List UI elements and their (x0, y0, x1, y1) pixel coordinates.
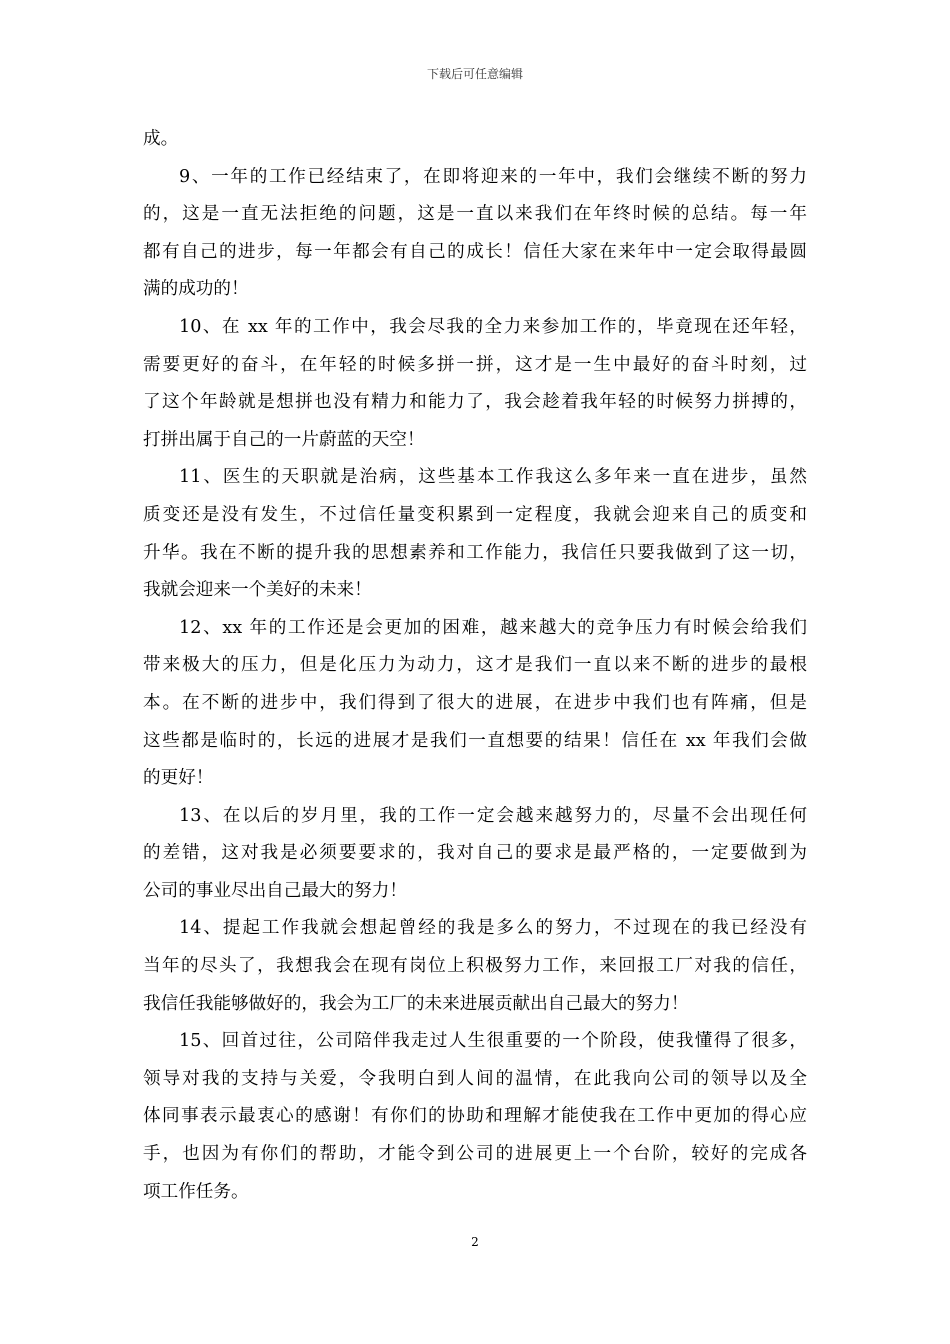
text-line: 的，这是一直无法拒绝的问题，这是一直以来我们在年终时候的总结。每一年 (143, 204, 807, 225)
paragraph-item-11 (143, 459, 807, 609)
paragraph-item-13 (143, 798, 807, 911)
text-line: 需要更好的奋斗，在年轻的时候多拼一拼，这才是一生中最好的奋斗时刻，过 (143, 354, 807, 375)
text-line: 都有自己的进步，每一年都会有自己的成长！信任大家在来年中一定会取得最圆 (143, 241, 807, 262)
text-line: 15、回首过往，公司陪伴我走过人生很重要的一个阶段，使我懂得了很多， (179, 1031, 807, 1052)
paragraph-item-10 (143, 309, 807, 459)
paragraph-item-15 (143, 1023, 807, 1211)
text-line: 的差错，这对我是必须要要求的，我对自己的要求是最严格的，一定要做到为 (143, 843, 807, 864)
text-line: 我就会迎来一个美好的未来！ (143, 580, 372, 601)
text-line: 带来极大的压力，但是化压力为动力，这才是我们一直以来不断的进步的最根 (143, 655, 807, 676)
text-line: 9、一年的工作已经结束了，在即将迎来的一年中，我们会继续不断的努力 (179, 166, 807, 187)
text-line: 打拼出属于自己的一片蔚蓝的天空！ (143, 429, 425, 450)
text-line: 12、xx 年的工作还是会更加的困难，越来越大的竞争压力有时候会给我们 (179, 617, 807, 638)
paragraph-item-12 (143, 610, 807, 798)
text-line: 手，也因为有你们的帮助，才能令到公司的进展更上一个台阶，较好的完成各 (143, 1144, 807, 1165)
text-line: 当年的尽头了，我想我会在现有岗位上积极努力工作，来回报工厂对我的信任， (143, 956, 807, 977)
paragraph-continuation (143, 121, 807, 159)
text-line: 本。在不断的进步中，我们得到了很大的进展，在进步中我们也有阵痛，但是 (143, 692, 807, 713)
document-body (143, 121, 807, 1211)
text-line: 了这个年龄就是想拼也没有精力和能力了，我会趁着我年轻的时候努力拼搏的， (143, 392, 807, 413)
text-line: 的更好！ (143, 768, 214, 789)
text-line: 11、医生的天职就是治病，这些基本工作我这么多年来一直在进步，虽然 (179, 467, 807, 488)
text-line: 公司的事业尽出自己最大的努力！ (143, 880, 407, 901)
text-line: 这些都是临时的，长远的进展才是我们一直想要的结果！信任在 xx 年我们会做 (143, 730, 807, 751)
text-line: 满的成功的！ (143, 279, 249, 300)
paragraph-item-9 (143, 159, 807, 309)
text-line: 14、提起工作我就会想起曾经的我是多么的努力，不过现在的我已经没有 (179, 918, 807, 939)
text-line: 我信任我能够做好的，我会为工厂的未来进展贡献出自己最大的努力！ (143, 993, 689, 1014)
text-line: 领导对我的支持与关爱，令我明白到人间的温情，在此我向公司的领导以及全 (143, 1068, 807, 1089)
page-header: 下载后可任意编辑 (426, 67, 523, 81)
text-line: 质变还是没有发生，不过信任量变积累到一定程度，我就会迎来自己的质变和 (143, 504, 807, 525)
text-line: 项工作任务。 (143, 1181, 249, 1202)
text-line: 10、在 xx 年的工作中，我会尽我的全力来参加工作的，毕竟现在还年轻， (179, 316, 807, 337)
page-number: 2 (471, 1235, 479, 1249)
text-line: 升华。我在不断的提升我的思想素养和工作能力，我信任只要我做到了这一切， (143, 542, 807, 563)
paragraph-item-14 (143, 910, 807, 1023)
text-line: 体同事表示最衷心的感谢！有你们的协助和理解才能使我在工作中更加的得心应 (143, 1106, 807, 1127)
text-line: 成。 (143, 129, 179, 149)
text-line: 13、在以后的岁月里，我的工作一定会越来越努力的，尽量不会出现任何 (179, 805, 807, 826)
